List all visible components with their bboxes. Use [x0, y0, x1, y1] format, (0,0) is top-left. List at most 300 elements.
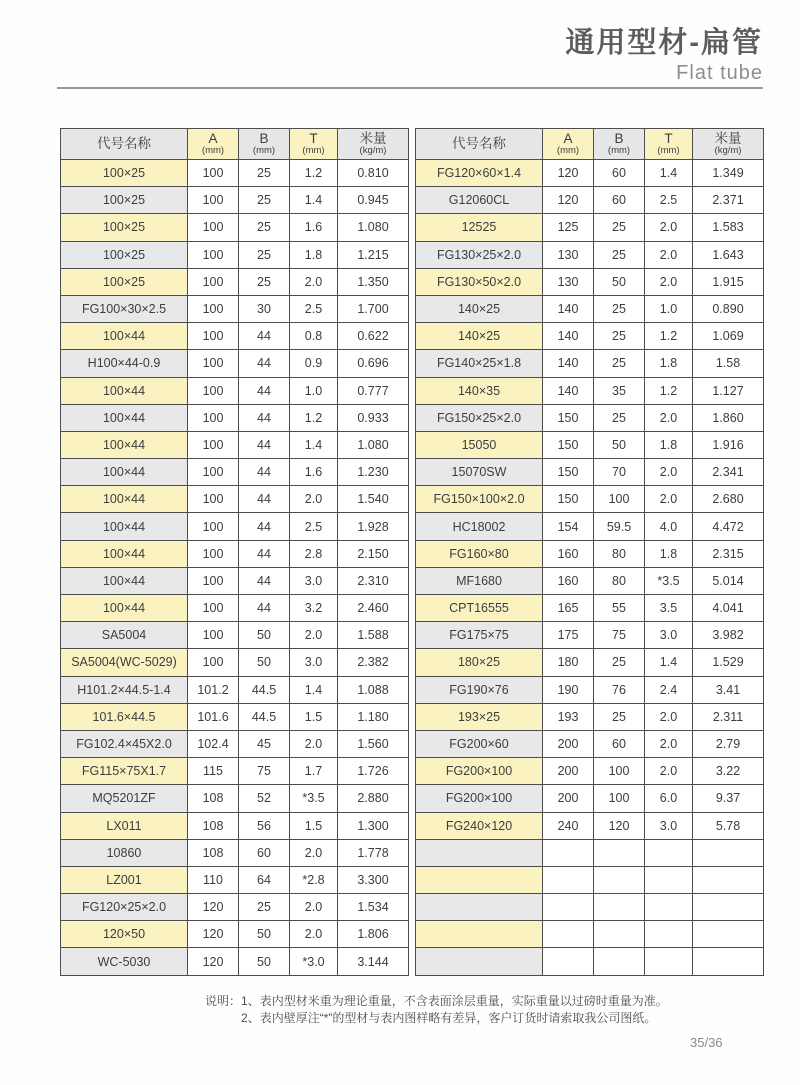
table-row: [416, 187, 764, 214]
cell-a: 180: [543, 649, 594, 676]
cell-code-name: 100×44: [61, 323, 188, 350]
table-row: [416, 730, 764, 757]
col-header-b: B (mm): [594, 129, 645, 160]
cell-code-name: SA5004: [61, 622, 188, 649]
cell-code-name: LZ001: [61, 866, 188, 893]
cell-b: 44: [239, 513, 290, 540]
cell-b: 25: [594, 214, 645, 241]
cell-weight: 1.726: [338, 758, 409, 785]
table-row: [61, 268, 409, 295]
cell-t: 2.4: [645, 676, 693, 703]
table-row: [416, 350, 764, 377]
col-header-code-name: 代号名称: [61, 129, 188, 160]
cell-a: 140: [543, 323, 594, 350]
cell-t: 0.9: [290, 350, 338, 377]
cell-weight: 3.300: [338, 866, 409, 893]
page-header: [60, 26, 763, 85]
cell-b: 44: [239, 595, 290, 622]
table-row: [416, 431, 764, 458]
cell-b: 44: [239, 540, 290, 567]
cell-weight: 4.472: [693, 513, 764, 540]
table-row: [416, 540, 764, 567]
cell-code-name: 100×25: [61, 214, 188, 241]
cell-t: 1.2: [290, 160, 338, 187]
cell-b: 56: [239, 812, 290, 839]
cell-b: 44: [239, 431, 290, 458]
cell-code-name: 100×44: [61, 431, 188, 458]
cell-code-name: FG102.4×45X2.0: [61, 730, 188, 757]
cell-a: 102.4: [188, 730, 239, 757]
table-row: [416, 758, 764, 785]
cell-code-name: H100×44-0.9: [61, 350, 188, 377]
footnotes: [205, 993, 668, 1026]
table-row: [61, 459, 409, 486]
cell-code-name: 100×44: [61, 595, 188, 622]
cell-weight: 1.080: [338, 214, 409, 241]
cell-weight: 1.560: [338, 730, 409, 757]
cell-t: 1.6: [290, 459, 338, 486]
cell-a: 110: [188, 866, 239, 893]
cell-weight: 1.127: [693, 377, 764, 404]
cell-t: 1.8: [645, 540, 693, 567]
cell-t: 1.4: [290, 676, 338, 703]
cell-t: 2.0: [290, 486, 338, 513]
cell-code-name: FG130×25×2.0: [416, 241, 543, 268]
cell-b: 25: [239, 160, 290, 187]
cell-code-name: [416, 948, 543, 975]
cell-b: 100: [594, 486, 645, 513]
table-row: [61, 404, 409, 431]
cell-code-name: 100×44: [61, 540, 188, 567]
cell-t: 1.2: [645, 377, 693, 404]
cell-b: 120: [594, 812, 645, 839]
cell-weight: 0.696: [338, 350, 409, 377]
table-row: [416, 513, 764, 540]
footnotes-lines: [241, 993, 668, 1026]
cell-a: 100: [188, 486, 239, 513]
cell-a: 140: [543, 377, 594, 404]
cell-t: 2.0: [645, 214, 693, 241]
cell-b: 80: [594, 567, 645, 594]
header-row: [416, 129, 764, 160]
cell-weight: 0.810: [338, 160, 409, 187]
cell-a: 130: [543, 268, 594, 295]
table-row: [61, 567, 409, 594]
col-header-a: A (mm): [543, 129, 594, 160]
cell-b: 44: [239, 404, 290, 431]
cell-a: 100: [188, 377, 239, 404]
cell-weight: [693, 921, 764, 948]
cell-code-name: [416, 866, 543, 893]
cell-code-name: HC18002: [416, 513, 543, 540]
footnotes-label: 说明：: [205, 994, 242, 1008]
table-row: [416, 268, 764, 295]
cell-a: 120: [188, 894, 239, 921]
cell-a: 150: [543, 459, 594, 486]
cell-t: 2.5: [290, 295, 338, 322]
cell-a: 108: [188, 785, 239, 812]
cell-code-name: FG120×60×1.4: [416, 160, 543, 187]
cell-a: 190: [543, 676, 594, 703]
cell-weight: 1.700: [338, 295, 409, 322]
cell-t: 2.0: [290, 894, 338, 921]
cell-t: 4.0: [645, 513, 693, 540]
cell-weight: 3.22: [693, 758, 764, 785]
cell-a: 125: [543, 214, 594, 241]
cell-t: [645, 839, 693, 866]
cell-t: 2.0: [645, 241, 693, 268]
table-row: [61, 921, 409, 948]
cell-code-name: 100×44: [61, 459, 188, 486]
cell-t: 2.5: [645, 187, 693, 214]
cell-code-name: 100×44: [61, 404, 188, 431]
cell-b: 100: [594, 758, 645, 785]
cell-code-name: H101.2×44.5-1.4: [61, 676, 188, 703]
cell-weight: 9.37: [693, 785, 764, 812]
table-row: [61, 295, 409, 322]
cell-code-name: FG150×25×2.0: [416, 404, 543, 431]
cell-weight: 1.529: [693, 649, 764, 676]
cell-t: 2.0: [645, 404, 693, 431]
cell-b: 44.5: [239, 676, 290, 703]
cell-t: 1.5: [290, 812, 338, 839]
cell-a: 120: [543, 187, 594, 214]
cell-t: 2.8: [290, 540, 338, 567]
cell-t: [645, 921, 693, 948]
cell-b: 44: [239, 350, 290, 377]
cell-code-name: FG200×100: [416, 785, 543, 812]
cell-b: 44: [239, 459, 290, 486]
cell-b: 25: [594, 649, 645, 676]
cell-a: 120: [543, 160, 594, 187]
cell-code-name: WC-5030: [61, 948, 188, 975]
cell-a: 200: [543, 785, 594, 812]
table-row: [61, 241, 409, 268]
cell-a: 100: [188, 513, 239, 540]
page-subtitle: Flat tube: [676, 62, 763, 84]
cell-b: 80: [594, 540, 645, 567]
cell-a: 140: [543, 295, 594, 322]
footnote-2: 2、表内壁厚注“*”的型材与表内图样略有差异，客户订货时请索取我公司图纸。: [241, 1010, 657, 1025]
table-row: [61, 431, 409, 458]
cell-b: [594, 866, 645, 893]
cell-t: 6.0: [645, 785, 693, 812]
cell-t: 1.2: [290, 404, 338, 431]
cell-a: 150: [543, 404, 594, 431]
cell-t: [645, 948, 693, 975]
cell-t: 2.0: [645, 459, 693, 486]
cell-a: 101.2: [188, 676, 239, 703]
cell-code-name: FG115×75X1.7: [61, 758, 188, 785]
cell-b: 75: [594, 622, 645, 649]
cell-t: 2.0: [645, 758, 693, 785]
cell-t: 3.2: [290, 595, 338, 622]
cell-t: 1.4: [645, 649, 693, 676]
cell-code-name: 15050: [416, 431, 543, 458]
cell-b: 50: [239, 622, 290, 649]
table-row: [61, 513, 409, 540]
cell-weight: [693, 839, 764, 866]
cell-weight: 1.588: [338, 622, 409, 649]
table-row: [416, 486, 764, 513]
cell-t: 3.0: [645, 622, 693, 649]
cell-code-name: 100×44: [61, 513, 188, 540]
cell-b: 45: [239, 730, 290, 757]
cell-code-name: 180×25: [416, 649, 543, 676]
cell-t: 1.4: [290, 187, 338, 214]
cell-a: [543, 921, 594, 948]
cell-weight: 1.778: [338, 839, 409, 866]
cell-weight: [693, 948, 764, 975]
cell-a: 150: [543, 431, 594, 458]
table-row: [416, 404, 764, 431]
table-row: [416, 241, 764, 268]
table-row: [61, 894, 409, 921]
cell-code-name: FG150×100×2.0: [416, 486, 543, 513]
cell-t: 3.0: [290, 649, 338, 676]
cell-a: 108: [188, 812, 239, 839]
cell-weight: 0.945: [338, 187, 409, 214]
cell-a: 100: [188, 649, 239, 676]
cell-weight: 2.371: [693, 187, 764, 214]
cell-t: 1.0: [645, 295, 693, 322]
cell-b: 44.5: [239, 703, 290, 730]
cell-code-name: FG120×25×2.0: [61, 894, 188, 921]
cell-b: 25: [594, 323, 645, 350]
table-row: [61, 350, 409, 377]
cell-code-name: 100×25: [61, 160, 188, 187]
cell-t: 2.0: [290, 921, 338, 948]
cell-code-name: 140×25: [416, 295, 543, 322]
cell-weight: 2.880: [338, 785, 409, 812]
cell-b: 50: [239, 921, 290, 948]
cell-weight: 1.860: [693, 404, 764, 431]
cell-a: 100: [188, 323, 239, 350]
cell-a: 100: [188, 540, 239, 567]
cell-code-name: FG100×30×2.5: [61, 295, 188, 322]
table-row: [61, 676, 409, 703]
table-row: [416, 812, 764, 839]
cell-t: *2.8: [290, 866, 338, 893]
cell-b: [594, 839, 645, 866]
cell-code-name: FG200×60: [416, 730, 543, 757]
cell-a: 240: [543, 812, 594, 839]
cell-a: 120: [188, 921, 239, 948]
table-row: [416, 785, 764, 812]
cell-weight: 1.215: [338, 241, 409, 268]
col-header-code-name: 代号名称: [416, 129, 543, 160]
cell-weight: 1.806: [338, 921, 409, 948]
cell-b: 25: [594, 703, 645, 730]
table-row: [416, 377, 764, 404]
table-row: [61, 323, 409, 350]
cell-a: [543, 894, 594, 921]
cell-weight: 2.315: [693, 540, 764, 567]
cell-code-name: 12525: [416, 214, 543, 241]
cell-weight: 2.79: [693, 730, 764, 757]
cell-weight: 1.300: [338, 812, 409, 839]
cell-weight: 5.78: [693, 812, 764, 839]
cell-weight: 1.540: [338, 486, 409, 513]
cell-t: 1.8: [290, 241, 338, 268]
cell-a: 100: [188, 214, 239, 241]
cell-t: 3.5: [645, 595, 693, 622]
cell-b: 100: [594, 785, 645, 812]
table-row: [61, 785, 409, 812]
cell-weight: 5.014: [693, 567, 764, 594]
cell-a: 100: [188, 622, 239, 649]
table-row: [61, 622, 409, 649]
cell-code-name: 100×44: [61, 567, 188, 594]
cell-a: 100: [188, 160, 239, 187]
cell-code-name: [416, 894, 543, 921]
cell-code-name: 100×25: [61, 268, 188, 295]
cell-b: 60: [594, 730, 645, 757]
col-header-weight: 米量 (kg/m): [693, 129, 764, 160]
cell-code-name: MF1680: [416, 567, 543, 594]
cell-a: 100: [188, 241, 239, 268]
cell-weight: 2.310: [338, 567, 409, 594]
cell-weight: 0.933: [338, 404, 409, 431]
cell-b: 25: [594, 350, 645, 377]
cell-weight: 3.982: [693, 622, 764, 649]
cell-b: 50: [594, 431, 645, 458]
cell-b: 52: [239, 785, 290, 812]
cell-weight: 2.382: [338, 649, 409, 676]
cell-code-name: CPT16555: [416, 595, 543, 622]
cell-weight: 1.230: [338, 459, 409, 486]
cell-t: 1.5: [290, 703, 338, 730]
cell-a: 175: [543, 622, 594, 649]
cell-b: 30: [239, 295, 290, 322]
cell-t: 1.7: [290, 758, 338, 785]
cell-b: [594, 948, 645, 975]
table-row: [61, 839, 409, 866]
cell-t: 1.2: [645, 323, 693, 350]
cell-b: [594, 894, 645, 921]
cell-code-name: MQ5201ZF: [61, 785, 188, 812]
cell-a: 160: [543, 567, 594, 594]
table-row: [61, 486, 409, 513]
cell-b: 75: [239, 758, 290, 785]
table-row: [61, 649, 409, 676]
cell-weight: [693, 866, 764, 893]
col-header-a: A (mm): [188, 129, 239, 160]
cell-a: 100: [188, 567, 239, 594]
cell-b: [594, 921, 645, 948]
header-row: [61, 129, 409, 160]
table-row: [61, 540, 409, 567]
cell-code-name: 101.6×44.5: [61, 703, 188, 730]
cell-weight: 1.180: [338, 703, 409, 730]
cell-weight: 2.311: [693, 703, 764, 730]
cell-code-name: FG175×75: [416, 622, 543, 649]
table-row: [416, 866, 764, 893]
table-row: [61, 187, 409, 214]
table-row: [61, 377, 409, 404]
cell-code-name: G12060CL: [416, 187, 543, 214]
cell-t: 3.0: [290, 567, 338, 594]
cell-weight: 0.622: [338, 323, 409, 350]
cell-weight: 1.534: [338, 894, 409, 921]
cell-t: 1.0: [290, 377, 338, 404]
col-header-t: T (mm): [645, 129, 693, 160]
cell-weight: 2.460: [338, 595, 409, 622]
cell-a: [543, 948, 594, 975]
cell-t: 0.8: [290, 323, 338, 350]
cell-a: [543, 866, 594, 893]
cell-a: 100: [188, 404, 239, 431]
cell-t: 2.0: [645, 703, 693, 730]
cell-code-name: FG140×25×1.8: [416, 350, 543, 377]
cell-weight: 1.928: [338, 513, 409, 540]
cell-a: 165: [543, 595, 594, 622]
cell-weight: 1.915: [693, 268, 764, 295]
cell-a: 150: [543, 486, 594, 513]
cell-weight: 3.144: [338, 948, 409, 975]
cell-a: 193: [543, 703, 594, 730]
cell-b: 25: [594, 404, 645, 431]
cell-a: 100: [188, 350, 239, 377]
page-title: 通用型材-扁管: [565, 27, 763, 59]
footnote-1: 1、表内型材米重为理论重量，不含表面涂层重量，实际重量以过磅时重量为准。: [241, 994, 668, 1008]
cell-t: 2.0: [290, 730, 338, 757]
cell-t: 1.4: [290, 431, 338, 458]
cell-weight: 0.890: [693, 295, 764, 322]
cell-b: 44: [239, 323, 290, 350]
cell-weight: 3.41: [693, 676, 764, 703]
cell-t: 2.5: [290, 513, 338, 540]
cell-a: 100: [188, 268, 239, 295]
col-header-b: B (mm): [239, 129, 290, 160]
spec-table-right: [415, 128, 764, 976]
table-row: [416, 160, 764, 187]
cell-a: 100: [188, 295, 239, 322]
cell-weight: 1.58: [693, 350, 764, 377]
cell-a: 154: [543, 513, 594, 540]
spec-tables: [60, 128, 764, 976]
cell-a: 200: [543, 758, 594, 785]
table-row: [416, 948, 764, 975]
cell-b: 59.5: [594, 513, 645, 540]
table-row: [416, 567, 764, 594]
cell-code-name: LX011: [61, 812, 188, 839]
cell-a: 100: [188, 459, 239, 486]
cell-b: 25: [239, 214, 290, 241]
cell-t: 2.0: [645, 486, 693, 513]
cell-code-name: 100×44: [61, 377, 188, 404]
cell-code-name: 10860: [61, 839, 188, 866]
cell-t: *3.5: [645, 567, 693, 594]
cell-t: [645, 894, 693, 921]
cell-code-name: FG130×50×2.0: [416, 268, 543, 295]
spec-table-left: [60, 128, 409, 976]
cell-t: 1.8: [645, 431, 693, 458]
cell-b: 44: [239, 377, 290, 404]
cell-weight: 1.350: [338, 268, 409, 295]
cell-weight: 1.643: [693, 241, 764, 268]
table-row: [61, 730, 409, 757]
cell-code-name: 193×25: [416, 703, 543, 730]
cell-b: 64: [239, 866, 290, 893]
cell-t: 2.0: [290, 622, 338, 649]
table-row: [416, 295, 764, 322]
cell-weight: 1.088: [338, 676, 409, 703]
cell-a: 100: [188, 595, 239, 622]
cell-code-name: FG160×80: [416, 540, 543, 567]
cell-b: 25: [594, 241, 645, 268]
cell-a: 140: [543, 350, 594, 377]
